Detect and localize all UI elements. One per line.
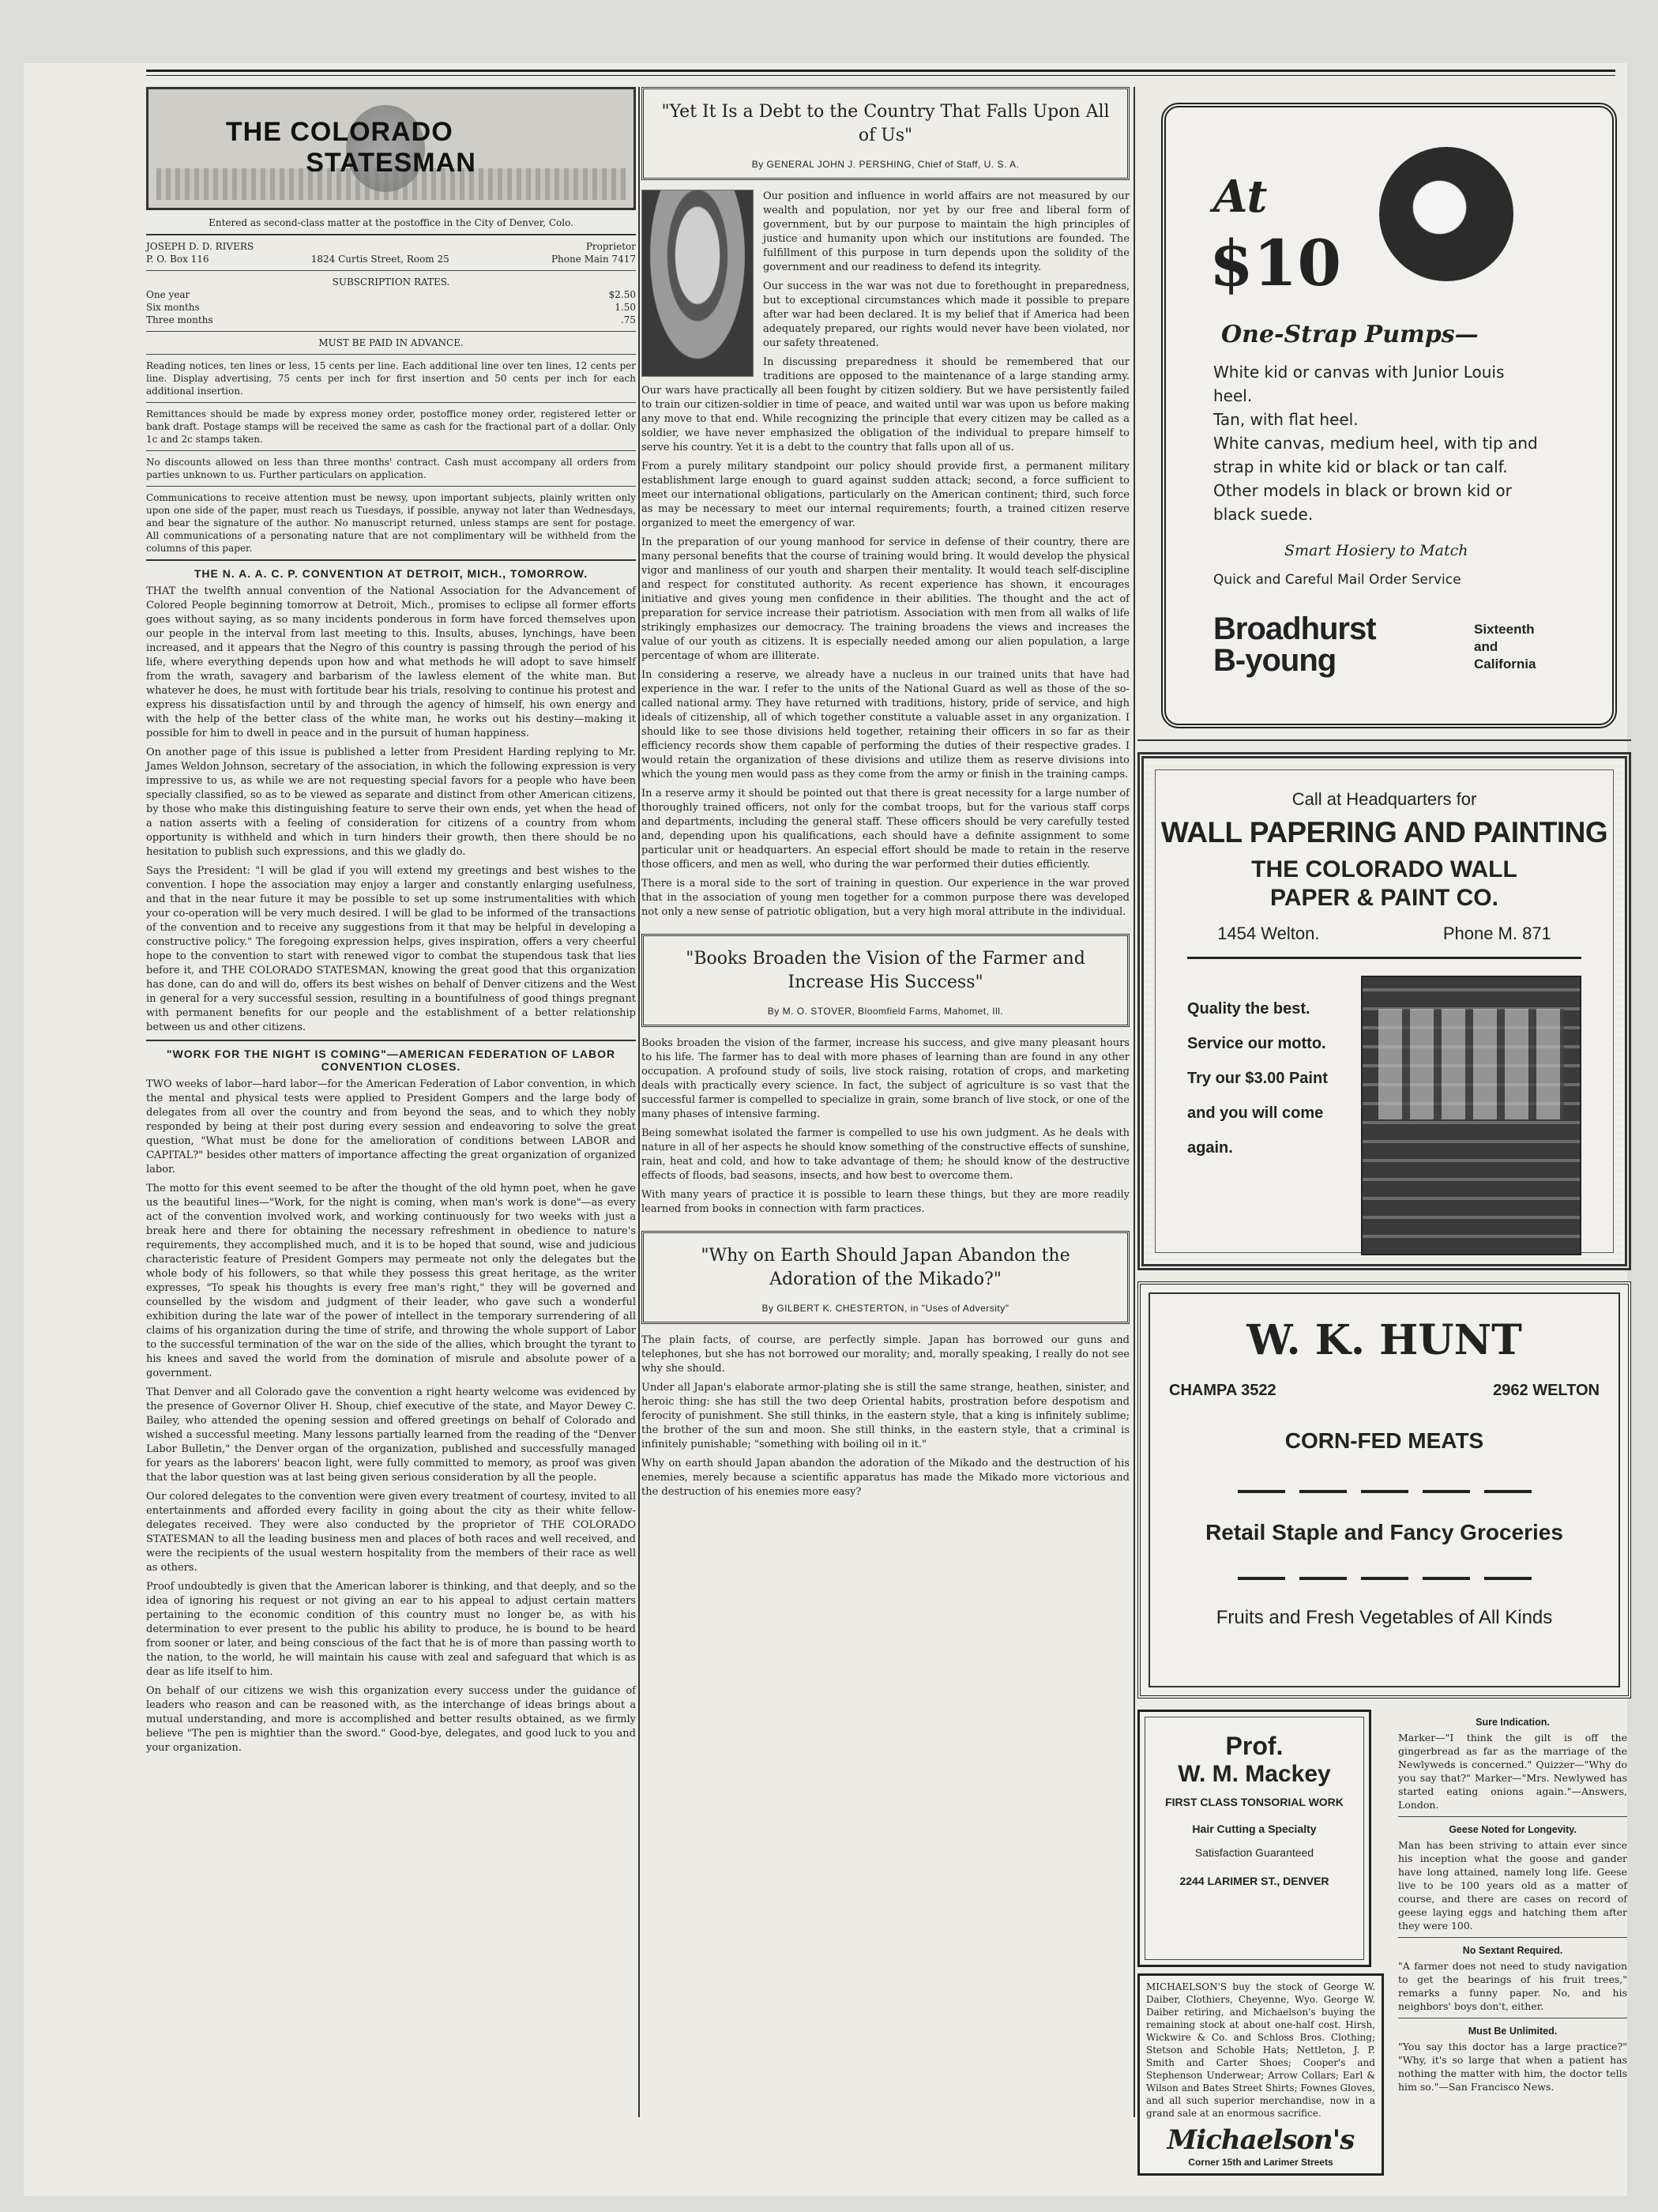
pershing-paragraph: In a reserve army it should be pointed out that there is great necessity for a large number of thoroughly trained officers, not only for the combat troops, but for the various staff corps and departments, including the general staff. These officers should be very carefully tested and, depending upon his qualifications, each should have a definite assignment to some particular unit or headquarters. An especial effort should be made to retain in the reserve those officers, and men as well, who during the war performed their duties efficiently.: [641, 788, 1130, 871]
mackey-ad-inner: [1145, 1717, 1364, 1960]
filler-heading: No Sextant Required.: [1462, 1945, 1563, 1956]
michaelsons-logo: Michaelson's: [1167, 2124, 1355, 2156]
ad-line: White kid or canvas with Junior Louis heel.: [1213, 363, 1505, 405]
mackey-hair: Hair Cutting a Specialty: [1192, 1823, 1317, 1835]
chesterton-paragraph: The plain facts, of course, are perfectly simple. Japan has borrowed our guns and telephones, but she has not borrowed our morality; and, morally speaking, I really do not see why she should.: [641, 1334, 1130, 1375]
discounts: No discounts allowed on less than three months' contract. Cash must accompany all orders from parties unknown to us. Further particulars on application.: [146, 457, 636, 480]
naacp-paragraph: On another page of this issue is published a letter from President Harding replying to Mr. James Weldon Johnson, secretary of the association, in which the following expression is very impressive to us, as while we are not requesting special favors for a people who have been specially classified, so as to be viewed as separate and distinct from other American citizens, by those who make this distinguishing feature to serve their own ends, yet when the head of a nation asserts with a feeling of consideration for citizens of a country from whom opportunity is withheld and which in turn hinders their growth, then there should be no hesitation to publish such expressions, and this we gladly do.: [146, 747, 636, 858]
pershing-article: [641, 190, 1130, 920]
bottom-ads-row: [1137, 1710, 1631, 2176]
top-rule: [146, 70, 1615, 76]
bottom-left-ads: [1137, 1710, 1384, 2176]
chesterton-paragraph: Why on earth should Japan abandon the adoration of the Mikado and the destruction of his enemies, merely because a scientific apparatus has made the Mikado more victorious and the destruction of his enemies more easy?: [641, 1458, 1130, 1498]
company-name: THE COLORADO WALL PAPER & PAINT CO.: [1251, 856, 1517, 911]
ad-line: White canvas, medium heel, with tip and strap in white kid or black or tan calf.: [1213, 434, 1538, 476]
mackey-class: FIRST CLASS TONSORIAL WORK: [1165, 1796, 1344, 1808]
filler-text: Marker—"I think the gilt is off the gingerbread as far as the marriage of the Newlyweds is concerned." Quizzer—"Why do you say that?" Marker—"Mrs. Newlywed has started eating onions again."—Answers, London.: [1398, 1732, 1627, 1811]
hunt-ad: [1137, 1281, 1631, 1698]
divider: [1187, 957, 1581, 959]
ad-slogan: Quality the best. Service our motto. Try our $3.00 Paint and you will come again.: [1187, 1000, 1328, 1157]
proprietor-line: JOSEPH D. D. RIVERS Proprietor: [146, 241, 636, 252]
masthead: [146, 87, 636, 210]
divider: [146, 270, 636, 271]
divider: [146, 1040, 636, 1041]
rate-row: Three months .75: [146, 314, 636, 325]
column-rule: [1134, 87, 1135, 2117]
divider: [146, 402, 636, 403]
hunt-fruits: Fruits and Fresh Vegetables of All Kinds: [1216, 1607, 1553, 1628]
filler-heading: Must Be Unlimited.: [1468, 2026, 1558, 2037]
articles-column: [641, 87, 1130, 2125]
stover-title: "Books Broaden the Vision of the Farmer and Increase His Success": [686, 949, 1085, 992]
dashes: [1150, 1577, 1619, 1580]
hunt-meats: CORN-FED MEATS: [1284, 1428, 1484, 1453]
filler-text: "You say this doctor has a large practice?" "Why, it's so large that when a patient has nothing the matter with him, the doctor tells him so."—San Francisco News.: [1398, 2041, 1627, 2093]
stover-title-box: [641, 934, 1130, 1027]
editorial-column: [146, 87, 636, 2125]
michaelsons-corner: Corner 15th and Larimer Streets: [1188, 2157, 1333, 2168]
ad-line: Other models in black or brown kid or black suede.: [1213, 481, 1512, 524]
divider: [146, 234, 636, 235]
dashes: [1150, 1490, 1619, 1493]
michaelsons-text: MICHAELSON'S buy the stock of George W. Daiber, Clothiers, Cheyenne, Wyo. George W. Daiber retiring, and Michaelson's buying the remaining stock at about one-half cost. Hirsh, Wickwire & Co. and Schloss Bros. Clothing; Stetson and Schoble Hats; Nettleton, J. P. Smith and Carter Shoes; Cooper's and Stephenson Underwear; Arrow Collars; Earl & Wilson and Bates Street Shirts; Fownes Gloves, and all such superior merchandise, now in a grand sale at an enormous sacrifice.: [1146, 1981, 1375, 2119]
chesterton-title: "Why on Earth Should Japan Abandon the Adoration of the Mikado?": [701, 1246, 1070, 1289]
mackey-address: 2244 LARIMER ST., DENVER: [1179, 1875, 1329, 1887]
mackey-prof: Prof.: [1225, 1732, 1284, 1760]
pershing-paragraph: In discussing preparedness it should be remembered that our traditions are opposed to the maintenance of a large standing army. Our wars have practically all been fought by citizen soldiery. But we have persistently failed to train our citizen-soldier in time of peace, and waited until war was upon us before making any move to that end. While recognizing the principle that every citizen may be called as a soldier, we have never emphasized the obligation of the individual to prepare himself to serve his country. Yet it is a debt to the country that falls upon all of us.: [641, 356, 1130, 453]
lady-illustration: [1379, 147, 1513, 281]
labor-paragraph: Our colored delegates to the convention were given every treatment of courtesy, invited to all entertainments and afforded every facility in going about the city as their white fellow-delegates received. They were also conducted by the proprietor of THE COLORADO STATESMAN to all the leading business men and places of both races and well received, and were the recipients of the usual western hospitality from the members of their race as well as others.: [146, 1491, 636, 1574]
ad-mail-order: Quick and Careful Mail Order Service: [1213, 572, 1461, 588]
remittances: Remittances should be made by express money order, postoffice money order, registered letter or bank draft. Postage stamps will be received the same as cash for the fractional part of a dollar. Only 1c and 2c stamps taken.: [146, 408, 636, 445]
pershing-byline: By GENERAL JOHN J. PERSHING, Chief of Staff, U. S. A.: [751, 159, 1020, 170]
stover-paragraph: Being somewhat isolated the farmer is compelled to use his own judgment. As he deals with nature in all of her aspects he should know something of the constructive effects of sunshine, rain, heat and cold, and how to take advantage of them; he should know of the destructive effects of floods, bad seasons, insects, and how best to overcome them.: [641, 1127, 1130, 1182]
stover-byline: By M. O. STOVER, Bloomfield Farms, Mahomet, Ill.: [767, 1006, 1004, 1017]
pershing-paragraph: In the preparation of our young manhood for service in defense of their country, there are many personal benefits that the course of training would bring. It would develop the physical vigor and manliness of our youth and sharpen their mentality. It would teach self-discipline and respect for constituted authority. As recent experience has shown, it encourages initiative and gives young men confidence in their abilities. The thought and the act of preparation for service increase their patriotism. Association with men from all walks of life strikingly emphasizes our democracy. The training broadens the views and increases the value of our youth as citizens. It is especially needed among our alien population, a large percentage of whom are illiterate.: [641, 536, 1130, 662]
divider: [1398, 1937, 1627, 1938]
storefront-photo: [1361, 976, 1581, 1255]
ad-line: Tan, with flat heel.: [1213, 410, 1359, 429]
divider: [146, 486, 636, 487]
ad-call: Call at Headquarters for: [1291, 789, 1477, 809]
ad-style-title: One-Strap Pumps—: [1221, 321, 1479, 348]
advertisements-column: [1137, 87, 1631, 2168]
pershing-paragraph: There is a moral side to the sort of training in question. Our experience in the war proved that in the association of young men together for a common purpose there was developed not only a new sense of patriotic obligation, but a very high moral attribute in the individual.: [641, 878, 1130, 918]
hunt-name: W. K. HUNT: [1246, 1316, 1522, 1364]
wall-paper-ad: [1137, 752, 1631, 1270]
pershing-paragraph: In considering a reserve, we already have a nucleus in our trained units that have had experience in the war. I refer to the units of the National Guard as well as those of the so-called national army. They have returned with traditions, history, pride of service, and high ideals of citizenship, all of which together constitute a valuable asset in any organization. I should like to see those divisions held together, retaining their officers in so far as their efficiency records show them capable of performing the duties of their respective grades. I would retain the organization of these divisions and utilize them as reserve divisions into which the young men would pass as they come from the army or finish in the training camps.: [641, 669, 1130, 781]
divider: [146, 559, 636, 561]
chesterton-title-box: [641, 1231, 1130, 1324]
stover-paragraph: Books broaden the vision of the farmer, increase his success, and give many pleasant hours to his life. The farmer has to deal with more phases of learning than are found in any other occupation. A profound study of soils, live stock raising, rotation of crops, and marketing deals with practically every science. In fact, the subject of agriculture is so vast that the successful farmer is compelled to specialize in grain, some branch of live stock, or one of the many phases of intensive farming.: [641, 1037, 1130, 1120]
communications: Communications to receive attention must be newsy, upon important subjects, plainly written only upon one side of the paper, must reach us Tuesdays, if possible, anyway not later than Wednesdays, and bear the signature of the author. No manuscript returned, unless stamps are sent for postage. All communications of a personating nature that are not complimentary will be withheld from the columns of this paper.: [146, 492, 636, 554]
subscription-title: SUBSCRIPTION RATES.: [332, 276, 450, 288]
labor-paragraph: The motto for this event seemed to be after the thought of the old hymn poet, when he gave us the beautiful lines—"Work, for the night is coming, when man's work is done"—as every act of the convention involved work, and working continuously for two weeks with just a break here and there for obtaining the necessary refreshment in obedience to nature's requirements, they accomplished much, and it is to be hoped that sound, wise and judicious characteristic feature of President Gompers may permeate not only the delegates but the whole body of his followers, so that while they possess this great heritage, as the writer expresses, "To speak his thoughts is every free man's right," they will be governed and counselled by the wisdom and judgment of their leader, who gave such a wonderful exhibition during the late war of the power of intellect in the temporary surrendering of all claims of his organization during the time of strife, and throwing the whole support of Labor to the successful termination of the war on the side of the allies, which brought the tyrant to his knees and saved the world from the domination of misrule and absolute power of a government.: [146, 1183, 636, 1379]
hunt-contact: CHAMPA 3522 2962 WELTON: [1169, 1382, 1600, 1399]
ad-description: [1213, 360, 1545, 526]
filler-column: [1384, 1710, 1627, 2176]
company-contact: 1454 Welton. Phone M. 871: [1217, 924, 1551, 943]
chesterton-byline: By GILBERT K. CHESTERTON, in "Uses of Adversity": [761, 1303, 1009, 1314]
hunt-groceries: Retail Staple and Fancy Groceries: [1205, 1520, 1563, 1544]
michaelsons-ad: [1137, 1973, 1384, 2176]
pershing-paragraph: Our position and influence in world affairs are not measured by our wealth and population, nor yet by our free and liberal form of government, but by our purpose to maintain the high principles of justice and humanity upon which our institutions are founded. The fulfillment of this purpose in turn depends upon the solidity of the government and our readiness to defend its integrity.: [763, 190, 1130, 273]
naacp-paragraph: THAT the twelfth annual convention of the National Association for the Advancement of Colored People beginning tomorrow at Detroit, Mich., promises to eclipse all former efforts goes without saying, as so many incidents ponderous in form have forced themselves upon our people in the interval from last meeting to this. Insults, abuses, lynchings, have been increased, and it appears that the Negro of this country is passing through the period of his life, where everything depends upon how and what methods he will adopt to save himself from the wrath, savagery and barbarism of the lawless element of the white man. But whatever he does, he must with fortitude bear his trials, resolving to continue his protest and express his dissatisfaction until by and through the agency of himself, his own energy and with the help of the better class of the white man, he works out his destiny—making it possible for him to dwell in peace and in the pursuit of human happiness.: [146, 585, 636, 739]
mackey-ad: [1137, 1710, 1371, 1967]
masthead-title: THE COLORADO STATESMAN: [225, 117, 476, 178]
naacp-paragraph: Says the President: "I will be glad if you will extend my greetings and best wishes to the convention. I hope the association may enjoy a larger and constantly enlarging usefulness, and that in the near future it may be possible to set up some instrumentalities with which your co-operation will be very much desired. I will be glad to be informed of the transactions of the convention and to receive any suggestions from it that may be helpful in developing a constructive policy." The foregoing expression helps, gives inspiration, offers a very cheerful hope to the convention to start with renewed vigor to combat the stupendous task that lies before it, and THE COLORADO STATESMAN, knowing the great good that this organization has done, can do and will do, offers its best wishes on behalf of Denver citizens and the West in general for a very successful session, resulting in a bountifulness of good things pregnant with permanent benefits for our people and the establishment of a better relationship between us and other citizens.: [146, 865, 636, 1033]
mackey-satisfaction: Satisfaction Guaranteed: [1194, 1846, 1314, 1859]
subscription-rates: [146, 288, 636, 326]
divider: [1137, 739, 1631, 741]
pershing-paragraph: Our success in the war was not due to forethought in preparedness, but to exceptional circumstances which made it possible to prepare after war had been declared. It is my belief that if America had been adequately prepared, our rights would never have been violated, nor our safety threatened.: [763, 280, 1130, 349]
labor-paragraph: Proof undoubtedly is given that the American laborer is thinking, and that deeply, and so the idea of ignoring his request or not giving an ear to his appeal to adjust certain matters pertaining to the economic condition of this country must no longer be, as with his determination to ever present to the public his ability to produce, he is bound to be heard from sooner or later, and being conscious of the fact that he is of more than passing worth to the nation, to the world, he will maintain his cause with zeal and safeguard that which is as dear as life itself to him.: [146, 1581, 636, 1678]
labor-paragraph: On behalf of our citizens we wish this organization every success under the guidance of leaders who reason and can be reasoned with, as the interchange of ideas brings about a mutual understanding, and more is accomplished and better results obtained, as we firmly believe "The pen is mightier than the sword." Good-bye, delegates, and good luck to you and your organization.: [146, 1685, 636, 1754]
divider: [146, 450, 636, 451]
ad-hosiery: Smart Hosiery to Match: [1284, 542, 1468, 559]
rate-row: Six months 1.50: [146, 302, 636, 313]
chesterton-paragraph: Under all Japan's elaborate armor-plating she is still the same strange, heathen, sinister, and heroic thing: she has still the two deep Oriental habits, prostration before despotism and ferocity of punishment. She still thinks, in the eastern style, that a king is infinitely sublime; the brother of the sun and moon. She still thinks, in the eastern style, that a criminal is infinitely punishable; "something with boiling oil in it.": [641, 1382, 1130, 1450]
pershing-title-box: [641, 87, 1130, 180]
rate-row: One year $2.50: [146, 289, 636, 300]
hunt-ad-inner: [1149, 1292, 1620, 1687]
divider: [146, 331, 636, 332]
filler-heading: Geese Noted for Longevity.: [1449, 1824, 1577, 1835]
divider: [1398, 1816, 1627, 1817]
pershing-title: "Yet It Is a Debt to the Country That Falls Upon All of Us": [661, 102, 1110, 145]
reading-notices: Reading notices, ten lines or less, 15 cents per line. Each additional line over ten lines, 12 cents per line. Display advertising, 75 cents per inch for first insertion and 50 cents per inch for each additional insertion.: [146, 360, 636, 397]
broadhurst-logo: Broadhurst B-young: [1213, 611, 1376, 678]
ad-at-text: At: [1213, 171, 1268, 223]
stover-paragraph: With many years of practice it is possible to learn these things, but they are more readily learned from books in connection with farm practices.: [641, 1189, 1130, 1215]
advance-notice: MUST BE PAID IN ADVANCE.: [318, 337, 464, 348]
ad-address: Sixteenth and California: [1474, 622, 1536, 672]
ad-price: $10: [1209, 226, 1341, 300]
pershing-paragraph: From a purely military standpoint our policy should provide first, a permanent military establishment large enough to guard against sudden attack; second, a force sufficient to meet our international obligations, particularly on the American continent; third, such force as may be necessary to meet our internal requirements; fourth, a trained citizen reserve organized to meet the emergency of war.: [641, 461, 1130, 529]
divider: [146, 354, 636, 355]
mackey-name: W. M. Mackey: [1178, 1761, 1331, 1787]
filler-heading: Sure Indication.: [1476, 1717, 1550, 1728]
pershing-portrait: [641, 190, 754, 377]
entered-notice: Entered as second-class matter at the postoffice in the City of Denver, Colo.: [209, 217, 573, 228]
broadhurst-young-ad: [1161, 103, 1617, 728]
naacp-headline: THE N. A. A. C. P. CONVENTION AT DETROIT, MICH., TOMORROW.: [194, 567, 588, 580]
labor-headline: "WORK FOR THE NIGHT IS COMING"—AMERICAN FEDERATION OF LABOR CONVENTION CLOSES.: [166, 1048, 616, 1073]
filler-text: Man has been striving to attain ever since his inception what the goose and gander have long attained, namely long life. Geese live to be 100 years old as a matter of course, and there are cases on record of geese laying eggs and hatching them after they were 100.: [1398, 1839, 1627, 1932]
labor-paragraph: That Denver and all Colorado gave the convention a right hearty welcome was evidenced by the presence of Governor Oliver H. Shoup, chief executive of the state, and Mayor Dewey C. Bailey, who attended the opening session and offered greetings on behalf of Colorado and wished a successful meeting. Many lessons partially learned from the reading of the "Denver Labor Bulletin," the Denver organ of the organization, published and successfully managed for years as the laborers' beacon light, were fully committed to memory, as proof was given that the labor question was at last being given serious consideration by all the people.: [146, 1386, 636, 1484]
labor-paragraph: TWO weeks of labor—hard labor—for the American Federation of Labor convention, in which the mental and physical tests were applied to President Gompers and the large body of delegates from all over the country and from beyond the seas, and to which they nobly responded by being at their post during every session and endeavoring to solve the great question, "What must be done for the amelioration of conditions between LABOR and CAPITAL?" besides other matters of importance affecting the great organization of organized labor.: [146, 1078, 636, 1176]
column-rule: [638, 87, 640, 2117]
ad-headline: WALL PAPERING AND PAINTING: [1160, 816, 1608, 848]
wall-paper-ad-inner: [1155, 769, 1614, 1253]
address-line: P. O. Box 116 1824 Curtis Street, Room 25 Phone Main 7417: [146, 254, 636, 265]
filler-text: "A farmer does not need to study navigation to get the bearings of his fruit trees," remarks a funny paper. No, and his neighbors' boys don't, either.: [1398, 1960, 1627, 2012]
